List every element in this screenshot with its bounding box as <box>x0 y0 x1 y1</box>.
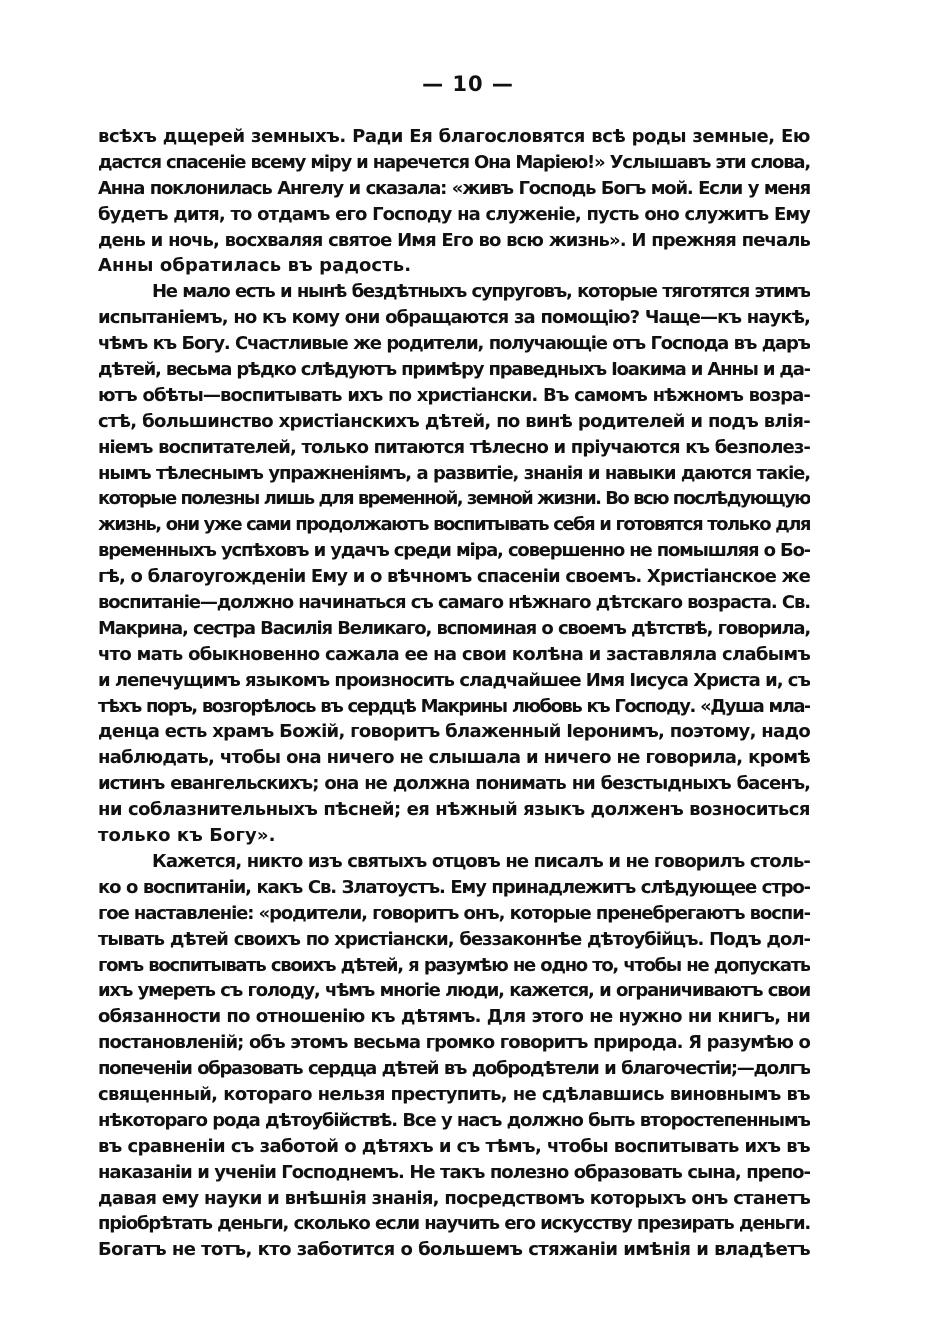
paragraph-start-line: Кажется, никто изъ святыхъ отцовъ не писалъ и не говорилъ столь- <box>152 850 810 872</box>
text-line: гое наставленіе: «родители, говоритъ онъ, которые пренебрегаютъ воспи- <box>98 902 810 924</box>
text-line: нымъ тѣлеснымъ упражненіямъ, а развитіе, знанія и навыки даются такіе, <box>98 462 810 484</box>
text-line: ко о воспитаніи, какъ Св. Златоустъ. Ему принадлежитъ слѣдующее стро- <box>98 876 810 898</box>
text-line: Анна поклонилась Ангелу и сказала: «живъ Господь Богъ мой. Если у меня <box>98 177 810 199</box>
text-line: въ сравненіи съ заботой о дѣтяхъ и съ тѣмъ, чтобы воспитывать ихъ въ <box>98 1135 810 1157</box>
text-line: жизнь, они уже сами продолжаютъ воспитывать себя и готовятся только для <box>98 514 810 536</box>
body-text <box>98 124 810 1263</box>
text-line: будетъ дитя, то отдамъ его Господу на служеніе, пусть оно служитъ Ему <box>98 203 810 225</box>
text-line: день и ночь, восхваляя святое Имя Его во всю жизнь». И прежняя печаль <box>98 229 810 251</box>
text-line: Макрина, сестра Василія Великаго, вспоминая о своемъ дѣтствѣ, говорила, <box>98 617 810 639</box>
text-line: давая ему науки и внѣшнія знанія, посредствомъ которыхъ онъ станетъ <box>98 1187 810 1209</box>
text-line: ютъ обѣты—воспитывать ихъ по христіански. Въ самомъ нѣжномъ возра- <box>98 384 810 406</box>
text-line: только къ Богу». <box>98 825 276 847</box>
text-line: постановленій; объ этомъ весьма громко говоритъ природа. Я разумѣю о <box>98 1032 810 1054</box>
text-line: священный, котораго нельзя преступить, не сдѣлавшись виновнымъ въ <box>98 1083 810 1105</box>
text-line: стѣ, большинство христіанскихъ дѣтей, по винѣ родителей и подъ влія- <box>98 410 810 432</box>
text-line: ніемъ воспитателей, только питаются тѣлесно и пріучаются къ безполез- <box>98 436 810 458</box>
text-line: которые полезны лишь для временной, земной жизни. Во всю послѣдующую <box>98 488 810 510</box>
text-line: нѣкотораго рода дѣтоубійствѣ. Все у насъ должно быть второстепеннымъ <box>98 1109 810 1131</box>
text-line: ни соблазнительныхъ пѣсней; ея нѣжный языкъ долженъ возноситься <box>98 799 810 821</box>
text-line: что мать обыкновенно сажала ее на свои колѣна и заставляла слабымъ <box>98 643 810 665</box>
paragraph-start-line: Не мало есть и нынѣ бездѣтныхъ супруговъ, которые тяготятся этимъ <box>152 281 810 303</box>
text-line: гомъ воспитывать своихъ дѣтей, я разумѣю не одно то, чтобы не допускать <box>98 954 810 976</box>
page-number: — 10 — <box>422 72 514 96</box>
text-line: наказаніи и ученіи Господнемъ. Не такъ полезно образовать сына, препо- <box>98 1161 810 1183</box>
text-line: тывать дѣтей своихъ по христіански, беззаконнѣе дѣтоубійцъ. Подъ дол- <box>98 928 810 950</box>
text-line: истинъ евангельскихъ; она не должна понимать ни безстыдныхъ басенъ, <box>98 773 810 795</box>
text-line: обязанности по отношенію къ дѣтямъ. Для этого не нужно ни книгъ, ни <box>98 1006 810 1028</box>
text-line: гѣ, о благоугожденіи Ему и о вѣчномъ спасеніи своемъ. Христіанское же <box>98 566 810 588</box>
text-line: наблюдать, чтобы она ничего не слышала и ничего не говорила, кромѣ <box>98 747 810 769</box>
text-line: и лепечущимъ языкомъ произносить сладчайшее Имя Іисуса Христа и, съ <box>98 669 810 691</box>
text-line: ихъ умереть съ голоду, чѣмъ многіе люди, кажется, и ограничиваютъ свои <box>98 980 810 1002</box>
text-line: Анны обратилась въ радость. <box>98 255 412 277</box>
text-line: воспитаніе—должно начинаться съ самаго нѣжнаго дѣтскаго возраста. Св. <box>98 592 810 614</box>
text-line: дѣтей, весьма рѣдко слѣдуютъ примѣру праведныхъ Іоакима и Анны и да- <box>98 359 810 381</box>
text-line: всѣхъ дщерей земныхъ. Ради Ея благословятся всѣ роды земные, Ею <box>98 126 810 147</box>
text-line: временныхъ успѣховъ и удачъ среди міра, совершенно не помышляя о Бо- <box>98 540 810 562</box>
text-line: дастся спасеніе всему міру и наречется Она Маріею!» Услышавъ эти слова, <box>98 151 810 173</box>
text-line: чѣмъ къ Богу. Счастливые же родители, получающіе отъ Господа въ даръ <box>98 333 810 355</box>
text-line: пріобрѣтать деньги, сколько если научить его искусству презирать деньги. <box>98 1213 810 1235</box>
text-line: денца есть храмъ Божій, говоритъ блаженный Іеронимъ, поэтому, надо <box>98 721 810 743</box>
text-line: испытаніемъ, но къ кому они обращаются за помощію? Чаще—къ наукѣ, <box>98 307 810 329</box>
text-line: тѣхъ поръ, возгорѣлось въ сердцѣ Макрины любовь къ Господу. «Душа мла- <box>98 695 810 717</box>
text-line: попеченіи образовать сердца дѣтей въ добродѣтели и благочестіи;—долгъ <box>98 1058 810 1080</box>
text-line: Богатъ не тотъ, кто заботится о большемъ стяжаніи имѣнія и владѣетъ <box>98 1239 810 1261</box>
